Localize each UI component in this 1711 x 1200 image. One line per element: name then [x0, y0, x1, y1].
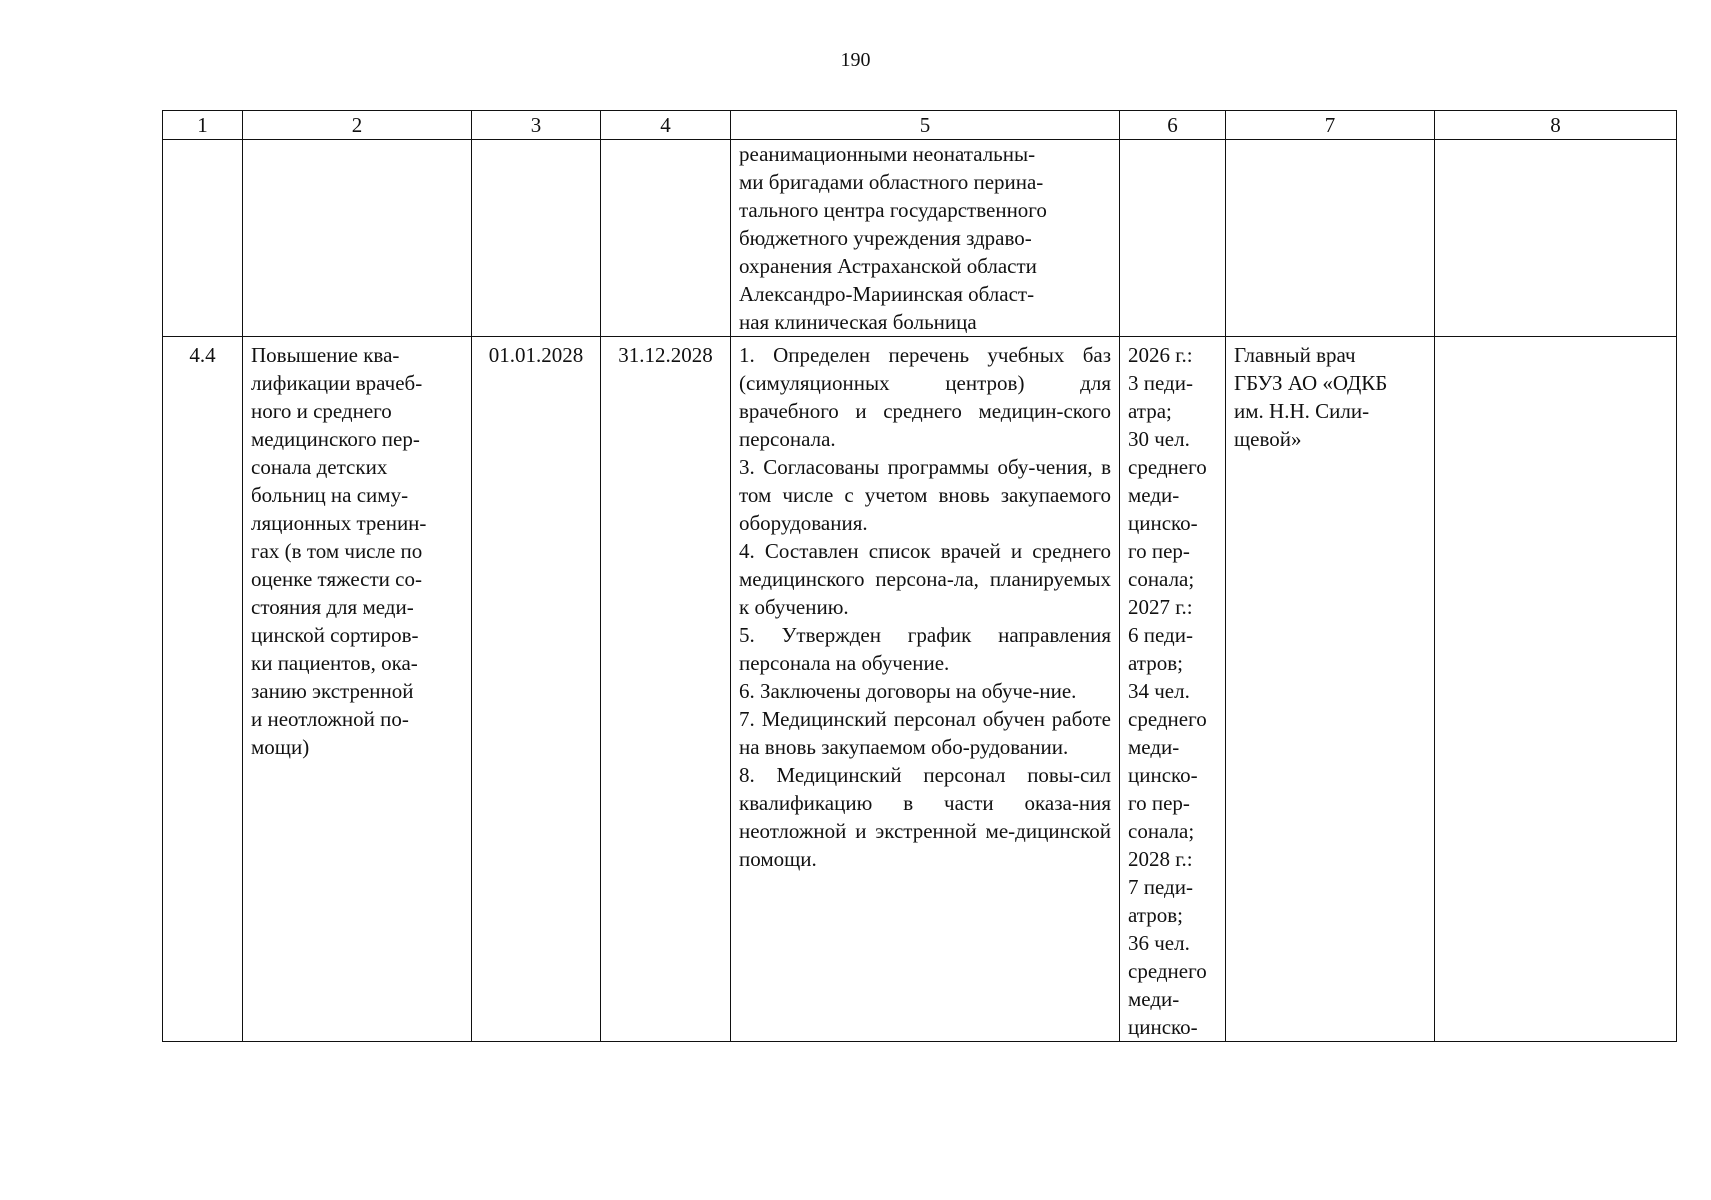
header-row	[163, 111, 1677, 140]
plan-table	[162, 110, 1677, 1042]
header-col-2: 2	[243, 111, 472, 140]
cell-empty	[243, 140, 472, 337]
result-item: 3. Согласованы программы обу-чения, в том числе с учетом вновь закупаемого оборудования.	[739, 455, 1111, 535]
table-row-4-4	[163, 337, 1677, 1042]
header-col-4: 4	[601, 111, 731, 140]
activity-name: Повышение ква- лификации врачеб- ного и среднего медицинского пер- сонала детских больниц на симу- ляционных тренин- гах (в том числе по оценке тяжести со- стояния для меди- цинской сортиров- ки пациентов, ока- занию экстренной и неотложной по- мощи)	[243, 337, 472, 1042]
header-col-8: 8	[1435, 111, 1677, 140]
start-date: 01.01.2028	[472, 337, 601, 1042]
result-item: 1. Определен перечень учебных баз (симуляционных центров) для врачебного и среднего медицин-ского персонала.	[739, 343, 1111, 451]
cell-empty	[1120, 140, 1226, 337]
end-date: 31.12.2028	[601, 337, 731, 1042]
result-item: 4. Составлен список врачей и среднего медицинского персона-ла, планируемых к обучению.	[739, 539, 1111, 619]
results-cell	[731, 337, 1120, 1042]
cell-empty	[472, 140, 601, 337]
cell-empty	[1435, 140, 1677, 337]
header-col-1: 1	[163, 111, 243, 140]
header-col-3: 3	[472, 111, 601, 140]
row-number: 4.4	[163, 337, 243, 1042]
header-col-6: 6	[1120, 111, 1226, 140]
result-item: 7. Медицинский персонал обучен работе на вновь закупаемом обо-рудовании.	[739, 707, 1111, 759]
continuation-text: реанимационными неонатальны- ми бригадами областного перина- тального центра государственного бюджетного учреждения здраво- охранения Астраханской области Александро-Мариинская област- ная клиническая больница	[731, 140, 1120, 337]
cell-empty	[163, 140, 243, 337]
header-col-7: 7	[1226, 111, 1435, 140]
result-item: 6. Заключены договоры на обуче-ние.	[739, 679, 1077, 703]
cell-empty	[601, 140, 731, 337]
col8-cell	[1435, 337, 1677, 1042]
header-col-5: 5	[731, 111, 1120, 140]
table-row-continuation	[163, 140, 1677, 337]
indicators-cell: 2026 г.: 3 педи- атра; 30 чел. среднего меди- цинско- го пер- сонала; 2027 г.: 6 педи- атров; 34 чел. среднего меди- цинско- го пер- сонала; 2028 г.: 7 педи- атров; 36 чел. среднего меди- цинско-	[1120, 337, 1226, 1042]
responsible-cell: Главный врач ГБУЗ АО «ОДКБ им. Н.Н. Сили- щевой»	[1226, 337, 1435, 1042]
result-item: 8. Медицинский персонал повы-сил квалификацию в части оказа-ния неотложной и экстренной ме-дицинской помощи.	[739, 763, 1111, 871]
page-number: 190	[840, 49, 871, 71]
result-item: 5. Утвержден график направления персонала на обучение.	[739, 623, 1111, 675]
cell-empty	[1226, 140, 1435, 337]
